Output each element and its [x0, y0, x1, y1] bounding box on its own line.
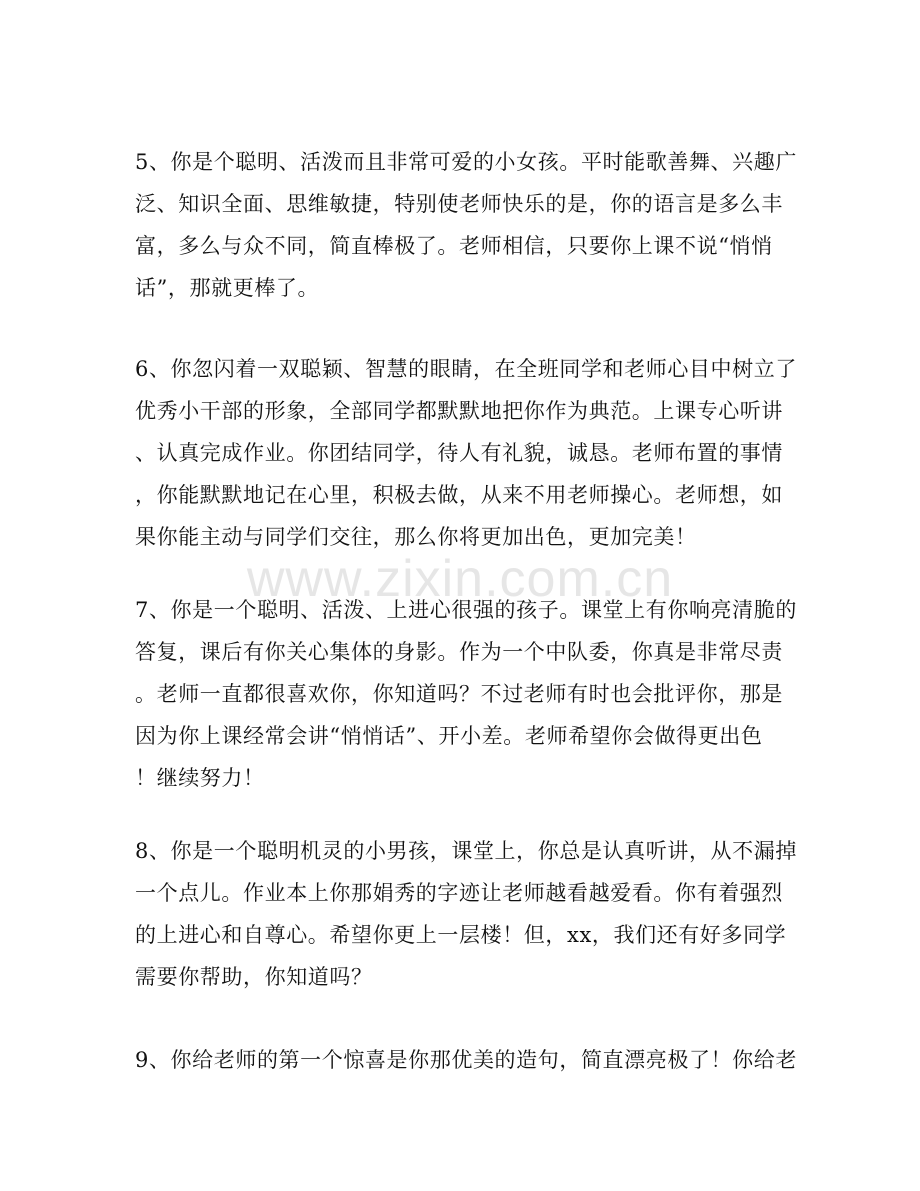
text-line: ，你能默默地记在心里，积极去做，从来不用老师操心。老师想，如	[135, 483, 783, 507]
watermark: www.zixin.com.cn	[246, 550, 674, 608]
paragraph-8	[135, 830, 795, 998]
text-line: 一个点儿。作业本上你那娟秀的字迹让老师越看越爱看。你有着强烈	[135, 881, 783, 905]
text-line: 优秀小干部的形象，全部同学都默默地把你作为典范。上课专心听讲	[135, 399, 783, 423]
text-line: 5、你是个聪明、活泼而且非常可爱的小女孩。平时能歌善舞、兴趣广	[135, 150, 797, 174]
text-line: 需要你帮助，你知道吗？	[135, 965, 373, 989]
text-line: 富，多么与众不同，简直棒极了。老师相信，只要你上课不说“悄悄	[135, 234, 773, 258]
paragraph-5	[135, 141, 795, 309]
paragraph-6	[135, 348, 795, 558]
text-line: 9、你给老师的第一个惊喜是你那优美的造句，简直漂亮极了！你给老	[135, 1048, 797, 1072]
text-line: 6、你忽闪着一双聪颖、智慧的眼睛，在全班同学和老师心目中树立了	[135, 357, 797, 381]
text-line: 7、你是一个聪明、活泼、上进心很强的孩子。课堂上有你响亮清脆的	[135, 598, 797, 622]
text-line: 因为你上课经常会讲“悄悄话”、开小差。老师希望你会做得更出色	[135, 724, 763, 748]
text-line: 。老师一直都很喜欢你，你知道吗？不过老师有时也会批评你，那是	[135, 682, 783, 706]
text-line: 泛、知识全面、思维敏捷，特别使老师快乐的是，你的语言是多么丰	[135, 192, 783, 216]
text-line: 8、你是一个聪明机灵的小男孩，课堂上，你总是认真听讲，从不漏掉	[135, 839, 797, 863]
paragraph-9	[135, 1039, 795, 1081]
text-line: ！继续努力！	[135, 766, 265, 790]
text-line: 答复，课后有你关心集体的身影。作为一个中队委，你真是非常尽责	[135, 640, 783, 664]
text-line: 、认真完成作业。你团结同学，待人有礼貌，诚恳。老师布置的事情	[135, 441, 783, 465]
text-line: 话”，那就更棒了。	[135, 276, 320, 300]
text-line: 的上进心和自尊心。希望你更上一层楼！但，xx，我们还有好多同学	[135, 923, 787, 947]
paragraph-7	[135, 589, 795, 799]
text-line: 果你能主动与同学们交往，那么你将更加出色，更加完美！	[135, 525, 697, 549]
